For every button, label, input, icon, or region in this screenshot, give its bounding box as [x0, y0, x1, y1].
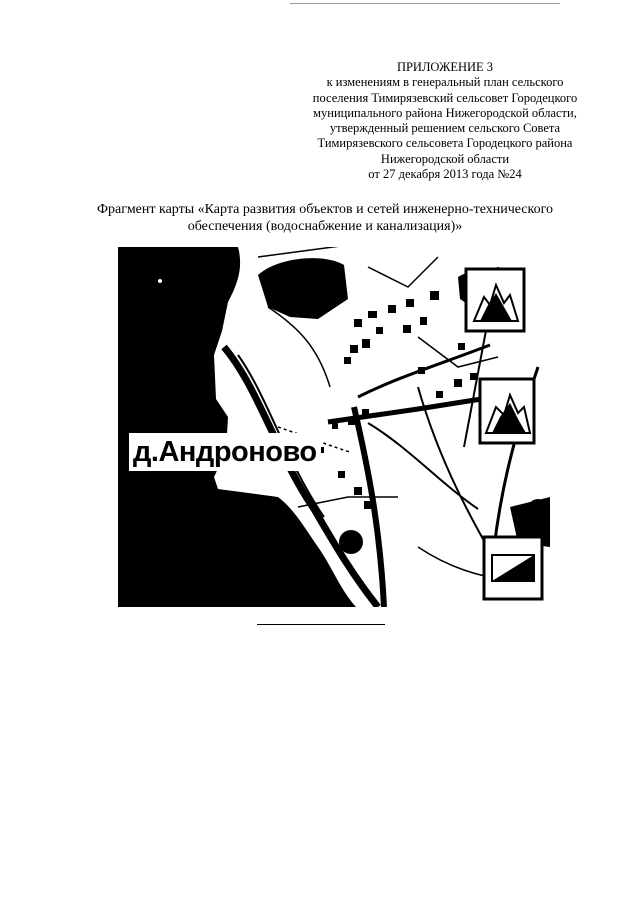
- appendix-line: Тимирязевского сельсовета Городецкого района: [317, 136, 573, 151]
- closing-rule: [257, 624, 385, 625]
- caption-line-1: Фрагмент карты «Карта развития объектов и сетей инженерно-технического: [96, 202, 554, 217]
- treatment-facility-icon: [466, 269, 524, 331]
- top-edge-line: [290, 3, 560, 4]
- pumping-station-icon: [484, 537, 542, 599]
- appendix-line: утвержденный решением сельского Совета: [329, 121, 561, 136]
- appendix-line: от 27 декабря 2013 года №24: [368, 167, 522, 182]
- treatment-facility-icon: [480, 379, 534, 443]
- appendix-line: поселения Тимирязевский сельсовет Городецкого: [312, 90, 578, 105]
- village-label: д.Андроново: [129, 433, 321, 471]
- map-fragment: [118, 247, 550, 607]
- map-caption: [60, 201, 590, 235]
- map-image: [118, 247, 550, 607]
- caption-line-2: обеспечения (водоснабжение и канализация)»: [187, 219, 463, 234]
- appendix-line: Нижегородской области: [380, 151, 510, 166]
- appendix-line: ПРИЛОЖЕНИЕ 3: [396, 60, 494, 74]
- appendix-header: [290, 60, 600, 182]
- appendix-line: к изменениям в генеральный план сельского: [326, 75, 564, 90]
- appendix-line: муниципального района Нижегородской области,: [313, 105, 577, 120]
